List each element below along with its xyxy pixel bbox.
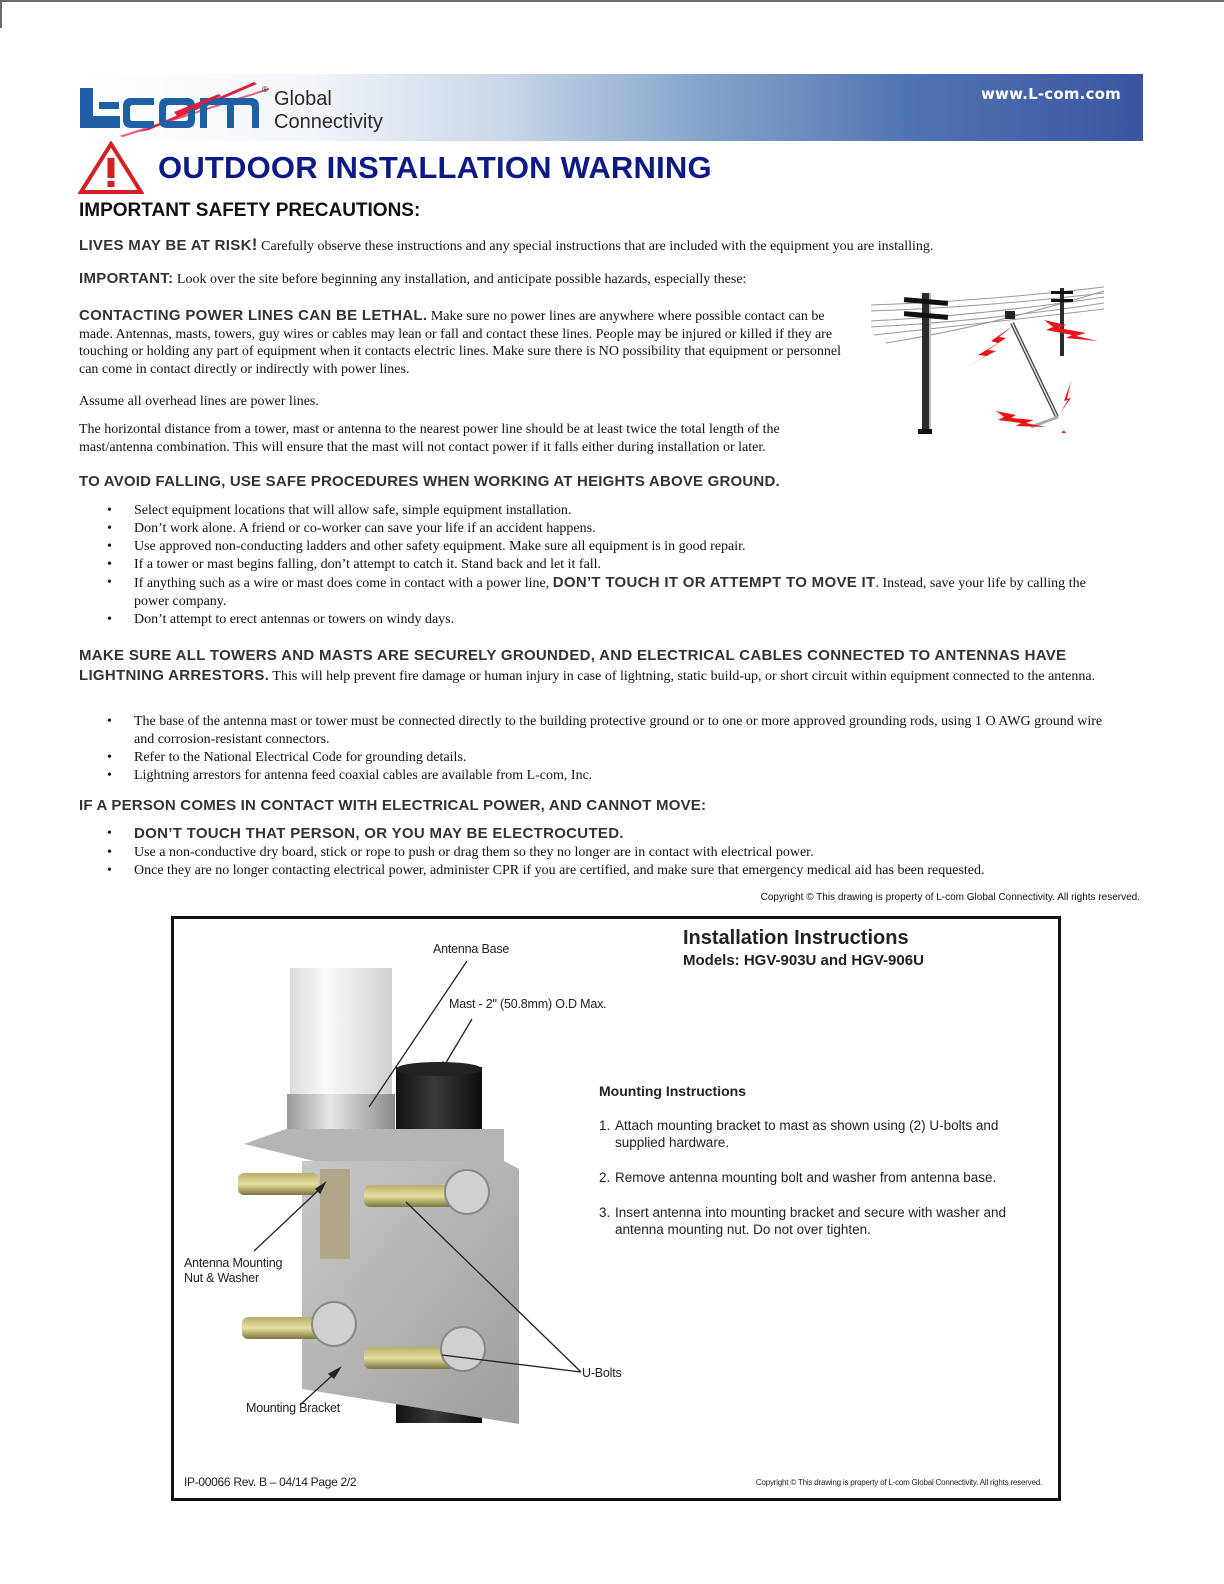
- electrical-contact-heading: IF A PERSON COMES IN CONTACT WITH ELECTRICAL POWER, AND CANNOT MOVE:: [79, 797, 707, 814]
- list-item: [107, 825, 1107, 844]
- important-text: Look over the site before beginning any installation, and anticipate possible hazards, especially these:: [173, 272, 747, 287]
- power-line-contact-post: . Instead, save your life by calling the power company.: [134, 576, 1086, 609]
- list-item: • Don’t attempt to erect antennas or towers on windy days.: [107, 611, 1107, 629]
- lcom-logo-mark-icon: [79, 80, 269, 140]
- power-line-contact-text: If anything such as a wire or mast does come in contact with a power line,: [134, 576, 553, 591]
- header-banner: [79, 74, 1143, 141]
- power-line-hazard-illustration: [866, 283, 1106, 438]
- callout-mounting-nut-line1: Antenna Mounting: [184, 1256, 283, 1270]
- grounding-paragraph: [79, 646, 1124, 686]
- page-title: OUTDOOR INSTALLATION WARNING: [158, 150, 712, 185]
- mounting-step: [599, 1204, 1039, 1238]
- list-item: • Use a non-conductive dry board, stick or rope to push or drag them so they no longer are in contact with electrical power.: [107, 844, 1107, 862]
- logo-tagline: [274, 88, 383, 134]
- copyright-notice: Copyright © This drawing is property of L-com Global Connectivity. All rights reserved.: [760, 892, 1140, 903]
- list-item: • Select equipment locations that will allow safe, simple equipment installation.: [107, 502, 1107, 520]
- horizontal-distance-paragraph: The horizontal distance from a tower, mast or antenna to the nearest power line should be at least twice the total length of the mast/antenna combination. This will ensure that the mast will not contact power if it falls either during installation or later.: [79, 422, 780, 455]
- safety-precautions-heading: IMPORTANT SAFETY PRECAUTIONS:: [79, 200, 421, 221]
- lives-at-risk-text: Carefully observe these instructions and any special instructions that are included with the equipment you are installing.: [257, 239, 934, 254]
- list-item: • Use approved non-conducting ladders and other safety equipment. Make sure all equipment is in good repair.: [107, 538, 1107, 556]
- callout-antenna-base: Antenna Base: [433, 942, 510, 956]
- callout-mast: Mast - 2" (50.8mm) O.D Max.: [449, 997, 607, 1011]
- step-number: 2.: [599, 1170, 611, 1185]
- list-item: • If a tower or mast begins falling, don’t attempt to catch it. Stand back and let it fall.: [107, 556, 1107, 574]
- electrical-contact-list: [107, 825, 1107, 880]
- logo-tagline-line1: Global: [274, 88, 332, 110]
- callout-mounting-nut: [184, 1256, 282, 1286]
- falling-heading: TO AVOID FALLING, USE SAFE PROCEDURES WHEN WORKING AT HEIGHTS ABOVE GROUND.: [79, 473, 780, 490]
- step-number: 3.: [599, 1205, 611, 1220]
- mounting-instructions-title: Mounting Instructions: [599, 1083, 746, 1099]
- callout-u-bolts: U-Bolts: [582, 1366, 622, 1380]
- viewer-frame-top: [0, 0, 1224, 2]
- important-lead: IMPORTANT:: [79, 270, 174, 287]
- list-item: • Refer to the National Electrical Code for grounding details.: [107, 749, 1107, 767]
- title-row: [78, 141, 712, 195]
- grounding-text: This will help prevent fire damage or human injury in case of lightning, static build-up, or short circuit within equipment connected to the antenna.: [269, 669, 1096, 684]
- step-number: 1.: [599, 1118, 611, 1133]
- power-lines-text: Make sure no power lines are anywhere where possible contact can be made. Antennas, masts, towers, guy wires or cables may lean or fall and contact these lines. People may be injured or killed if they are touching or holding any part of equipment when it contacts electric lines. Make sure there is NO possibility that equipment or personnel can come in contact directly or indirectly with power lines.: [79, 309, 842, 377]
- installation-instructions-panel: [171, 916, 1061, 1501]
- mounting-steps-list: [599, 1117, 1039, 1256]
- step-text: Insert antenna into mounting bracket and secure with washer and antenna mounting nut. Do not over tighten.: [615, 1205, 1006, 1237]
- dont-touch-person-warning: DON’T TOUCH THAT PERSON, OR YOU MAY BE ELECTROCUTED.: [134, 825, 624, 842]
- assume-lines-paragraph: Assume all overhead lines are power lines.: [79, 394, 319, 409]
- callout-mounting-bracket: Mounting Bracket: [246, 1401, 341, 1415]
- registered-mark: ®: [262, 85, 268, 94]
- grounding-lead: MAKE SURE ALL TOWERS AND MASTS ARE SECURELY GROUNDED, AND ELECTRICAL CABLES CONNECTED TO ANTENNAS HAVE LIGHTNING ARRESTORS.: [79, 647, 1067, 684]
- mounting-step: [599, 1169, 1039, 1186]
- lcom-logo: [79, 80, 409, 140]
- falling-list: [107, 502, 1107, 629]
- power-lines-lead: CONTACTING POWER LINES CAN BE LETHAL.: [79, 307, 428, 324]
- list-item: [107, 574, 1107, 611]
- installation-title: Installation Instructions: [683, 927, 909, 949]
- step-text: Remove antenna mounting bolt and washer from antenna base.: [615, 1170, 997, 1185]
- warning-triangle-icon: [78, 141, 144, 195]
- mounting-step: [599, 1117, 1039, 1151]
- document-revision: IP-00066 Rev. B – 04/14 Page 2/2: [184, 1475, 357, 1489]
- installation-models: Models: HGV-903U and HGV-906U: [683, 952, 924, 969]
- list-item: • Once they are no longer contacting electrical power, administer CPR if you are certified, and make sure that emergency medical aid has been requested.: [107, 862, 1107, 880]
- website-link[interactable]: www.L-com.com: [980, 85, 1121, 103]
- lives-at-risk-bang: !: [251, 235, 258, 254]
- list-item: • Lightning arrestors for antenna feed coaxial cables are available from L-com, Inc.: [107, 767, 1107, 785]
- callout-mounting-nut-line2: Nut & Washer: [184, 1271, 259, 1285]
- lives-at-risk-lead: LIVES MAY BE AT RISK: [79, 237, 252, 254]
- lives-at-risk-paragraph: [79, 236, 1139, 256]
- list-item: • Don’t work alone. A friend or co-worker can save your life if an accident happens.: [107, 520, 1107, 538]
- dont-touch-warning: DON’T TOUCH IT OR ATTEMPT TO MOVE IT: [552, 574, 876, 591]
- step-text: Attach mounting bracket to mast as shown using (2) U-bolts and supplied hardware.: [615, 1118, 999, 1150]
- power-lines-paragraph: [79, 307, 849, 378]
- list-item: • The base of the antenna mast or tower must be connected directly to the building protective ground or to one or more approved grounding rods, using 1 O AWG ground wire and corrosion-resistant connectors.: [107, 713, 1107, 749]
- logo-tagline-line2: Connectivity: [274, 111, 383, 133]
- grounding-list: [107, 713, 1107, 785]
- viewer-frame-left: [0, 0, 2, 28]
- drawing-copyright: Copyright © This drawing is property of L-com Global Connectivity. All rights reserved.: [755, 1478, 1042, 1487]
